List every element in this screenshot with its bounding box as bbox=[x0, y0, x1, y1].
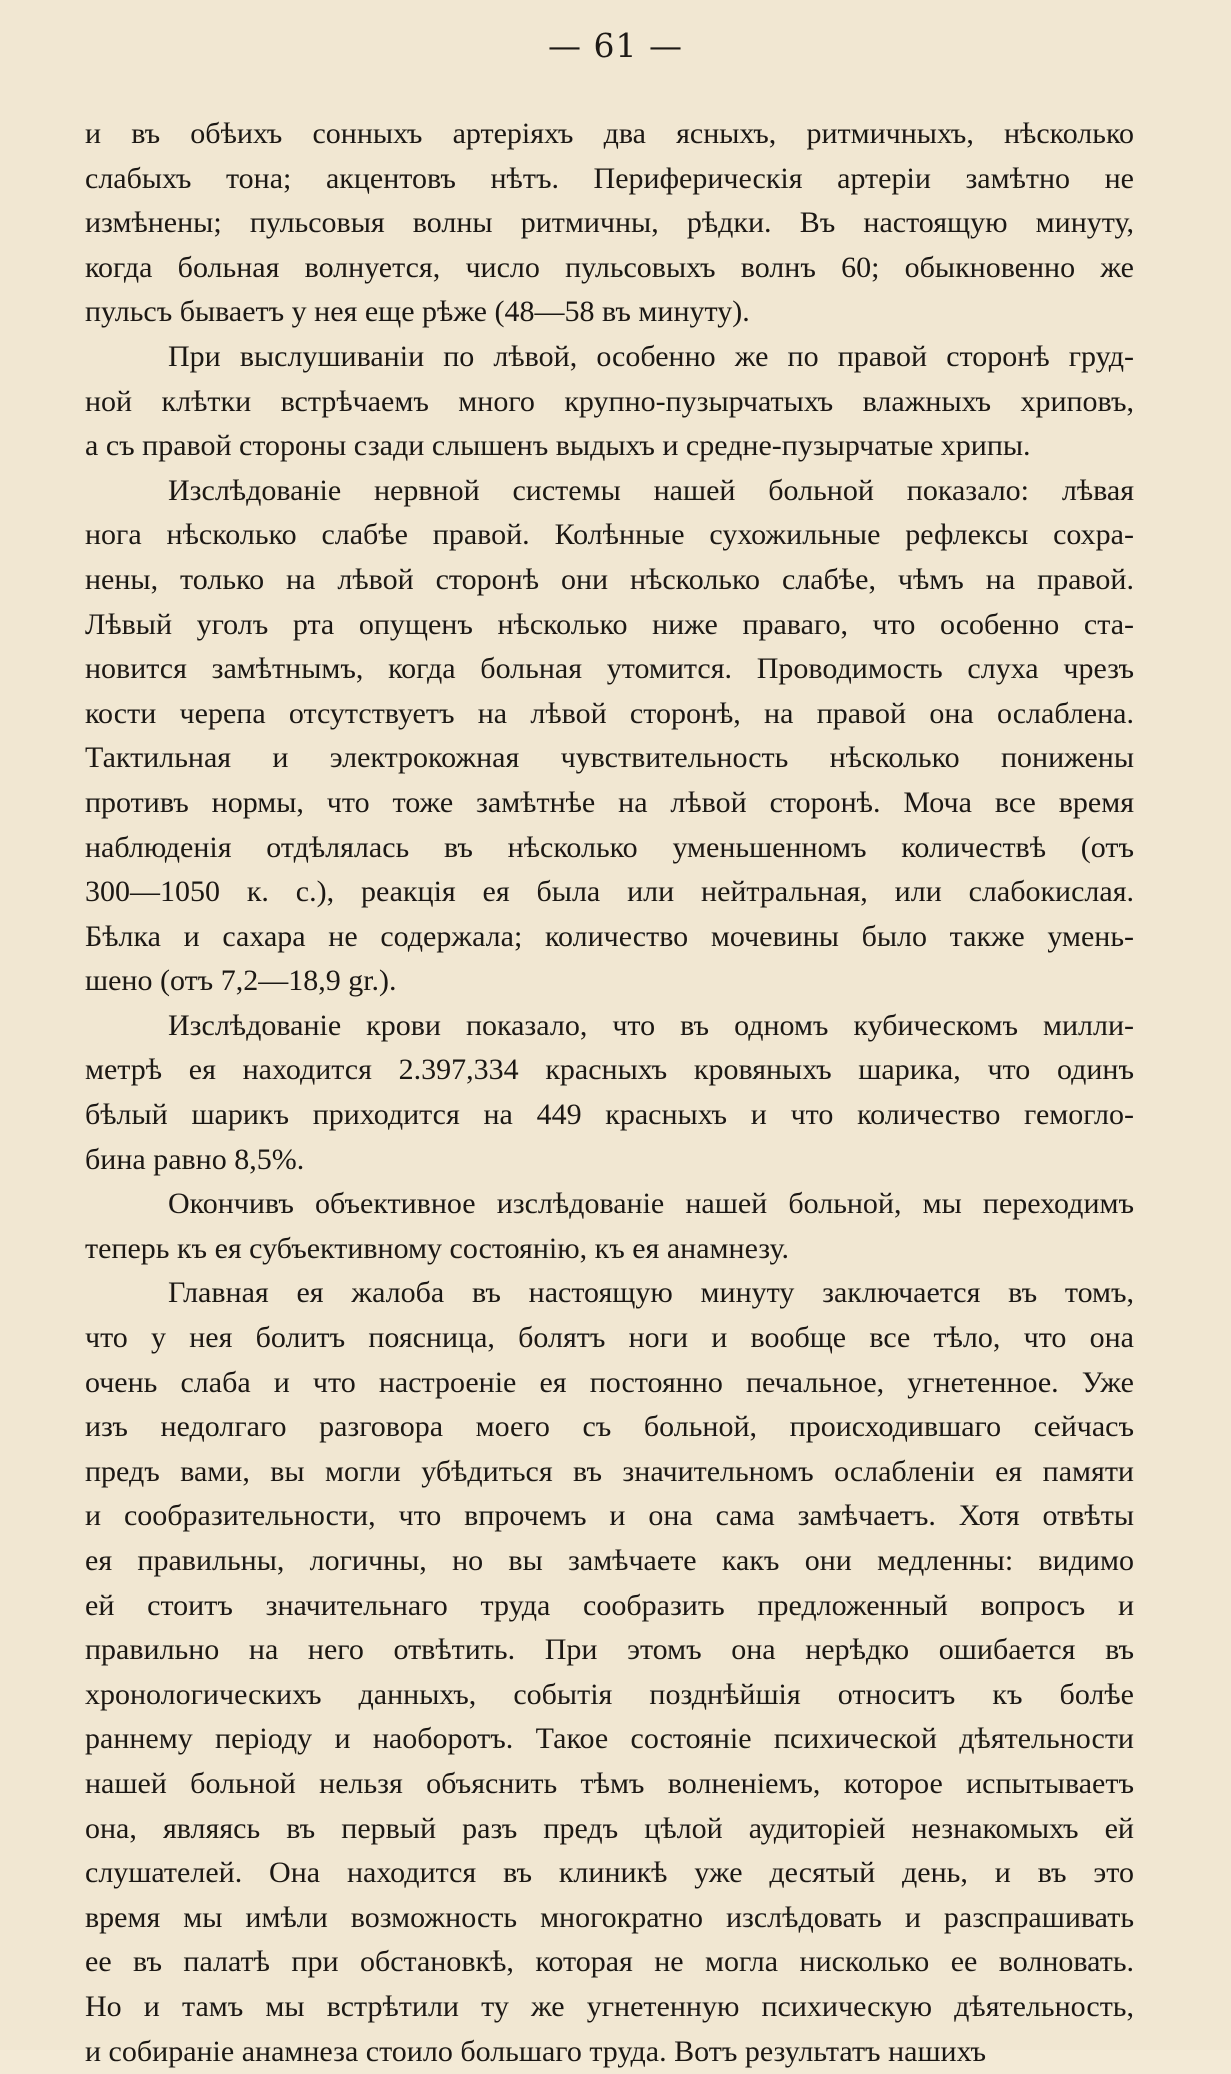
text-line: ной клѣтки встрѣчаемъ много крупно-пузырчатыхъ влажныхъ хриповъ, bbox=[85, 384, 1134, 418]
paragraph bbox=[85, 469, 1134, 1004]
text-line: когда больная волнуется, число пульсовыхъ волнъ 60; обыкновенно же bbox=[85, 250, 1134, 284]
text-line: раннему періоду и наоборотъ. Такое состояніе психической дѣятельности bbox=[85, 1722, 1134, 1756]
text-line: метрѣ ея находится 2.397,334 красныхъ кровяныхъ шарика, что одинъ bbox=[85, 1053, 1134, 1087]
text-line: ее въ палатѣ при обстановкѣ, которая не могла нисколько ее волновать. bbox=[85, 1945, 1134, 1979]
text-line: нашей больной нельзя объяснить тѣмъ волненіемъ, которое испытываетъ bbox=[85, 1766, 1134, 1800]
text-line: предъ вами, вы могли убѣдиться въ значительномъ ослабленіи ея памяти bbox=[85, 1454, 1134, 1488]
text-line: правильно на него отвѣтить. При этомъ она нерѣдко ошибается въ bbox=[85, 1633, 1134, 1667]
text-line: хронологическихъ данныхъ, событія позднѣйшія относитъ къ болѣе bbox=[85, 1677, 1134, 1711]
text-line: изъ недолгаго разговора моего съ больной, происходившаго сейчасъ bbox=[85, 1410, 1134, 1444]
paragraph bbox=[85, 112, 1134, 335]
text-line: измѣнены; пульсовыя волны ритмичны, рѣдки. Въ настоящую минуту, bbox=[85, 206, 1134, 240]
paragraph bbox=[85, 1004, 1134, 1182]
text-line: При выслушиваніи по лѣвой, особенно же по правой сторонѣ груд- bbox=[168, 339, 1134, 373]
text-line: ея правильны, логичны, но вы замѣчаете какъ они медленны: видимо bbox=[85, 1544, 1134, 1577]
text-line: новится замѣтнымъ, когда больная утомится. Проводимость слуха чрезъ bbox=[85, 652, 1134, 686]
text-line: нены, только на лѣвой сторонѣ они нѣсколько слабѣе, чѣмъ на правой. bbox=[85, 562, 1134, 596]
text-line: теперь къ ея субъективному состоянію, къ ея анамнезу. bbox=[85, 1231, 789, 1265]
text-line: нога нѣсколько слабѣе правой. Колѣнные сухожильные рефлексы сохра- bbox=[85, 518, 1134, 552]
text-line: Лѣвый уголъ рта опущенъ нѣсколько ниже праваго, что особенно ста- bbox=[85, 607, 1134, 641]
text-line: Бѣлка и сахара не содержала; количество мочевины было также умень- bbox=[85, 919, 1134, 953]
text-line: Главная ея жалоба въ настоящую минуту заключается въ томъ, bbox=[168, 1276, 1134, 1310]
text-line: а съ правой стороны сзади слышенъ выдыхъ и средне-пузырчатые хрипы. bbox=[85, 429, 1031, 463]
text-line: слушателей. Она находится въ клиникѣ уже десятый день, и въ это bbox=[85, 1856, 1134, 1890]
text-line: она, являясь въ первый разъ предъ цѣлой аудиторіей незнакомыхъ ей bbox=[85, 1811, 1134, 1845]
text-line: бина равно 8,5%. bbox=[85, 1142, 305, 1176]
text-line: Тактильная и электрокожная чувствительность нѣсколько понижены bbox=[85, 741, 1134, 775]
text-line: и сообразительности, что впрочемъ и она сама замѣчаетъ. Хотя отвѣты bbox=[85, 1499, 1134, 1533]
text-line: Изслѣдованіе нервной системы нашей больной показало: лѣвая bbox=[168, 473, 1134, 507]
text-line: Окончивъ объективное изслѣдованіе нашей больной, мы переходимъ bbox=[168, 1187, 1134, 1221]
body-text bbox=[85, 112, 1134, 2074]
text-line: наблюденія отдѣлялась въ нѣсколько уменьшенномъ количествѣ (отъ bbox=[85, 830, 1134, 864]
text-line: и въ обѣихъ сонныхъ артеріяхъ два ясныхъ, ритмичныхъ, нѣсколько bbox=[85, 117, 1134, 150]
paragraph bbox=[85, 1182, 1134, 1271]
text-line: кости черепа отсутствуетъ на лѣвой сторонѣ, на правой она ослаблена. bbox=[85, 696, 1134, 730]
text-line: ей стоитъ значительнаго труда сообразить предложенный вопросъ и bbox=[85, 1588, 1134, 1622]
text-line: 300—1050 к. с.), реакція ея была или нейтральная, или слабокислая. bbox=[85, 875, 1134, 909]
text-line: и собираніе анамнеза стоило большаго труда. Вотъ результатъ нашихъ bbox=[85, 2034, 986, 2068]
paragraph bbox=[85, 335, 1134, 469]
text-line: время мы имѣли возможность многократно изслѣдовать и разспрашивать bbox=[85, 1900, 1134, 1934]
text-line: шено (отъ 7,2—18,9 gr.). bbox=[85, 964, 397, 998]
text-line: очень слаба и что настроеніе ея постоянно печальное, угнетенное. Уже bbox=[85, 1365, 1134, 1399]
text-line: Но и тамъ мы встрѣтили ту же угнетенную психическую дѣятельность, bbox=[85, 1989, 1134, 2023]
page-number: — 61 — bbox=[548, 26, 683, 65]
text-line: пульсъ бываетъ у нея еще рѣже (48—58 въ минуту). bbox=[85, 295, 750, 329]
text-line: бѣлый шарикъ приходится на 449 красныхъ и что количество гемогло- bbox=[85, 1098, 1134, 1132]
text-line: противъ нормы, что тоже замѣтнѣе на лѣвой сторонѣ. Моча все время bbox=[85, 785, 1134, 819]
text-line: слабыхъ тона; акцентовъ нѣтъ. Периферическія артеріи замѣтно не bbox=[85, 161, 1134, 195]
text-line: что у нея болитъ поясница, болятъ ноги и вообще все тѣло, что она bbox=[85, 1321, 1134, 1355]
text-line: Изслѣдованіе крови показало, что въ одномъ кубическомъ милли- bbox=[168, 1008, 1134, 1042]
paragraph bbox=[85, 1271, 1134, 2074]
